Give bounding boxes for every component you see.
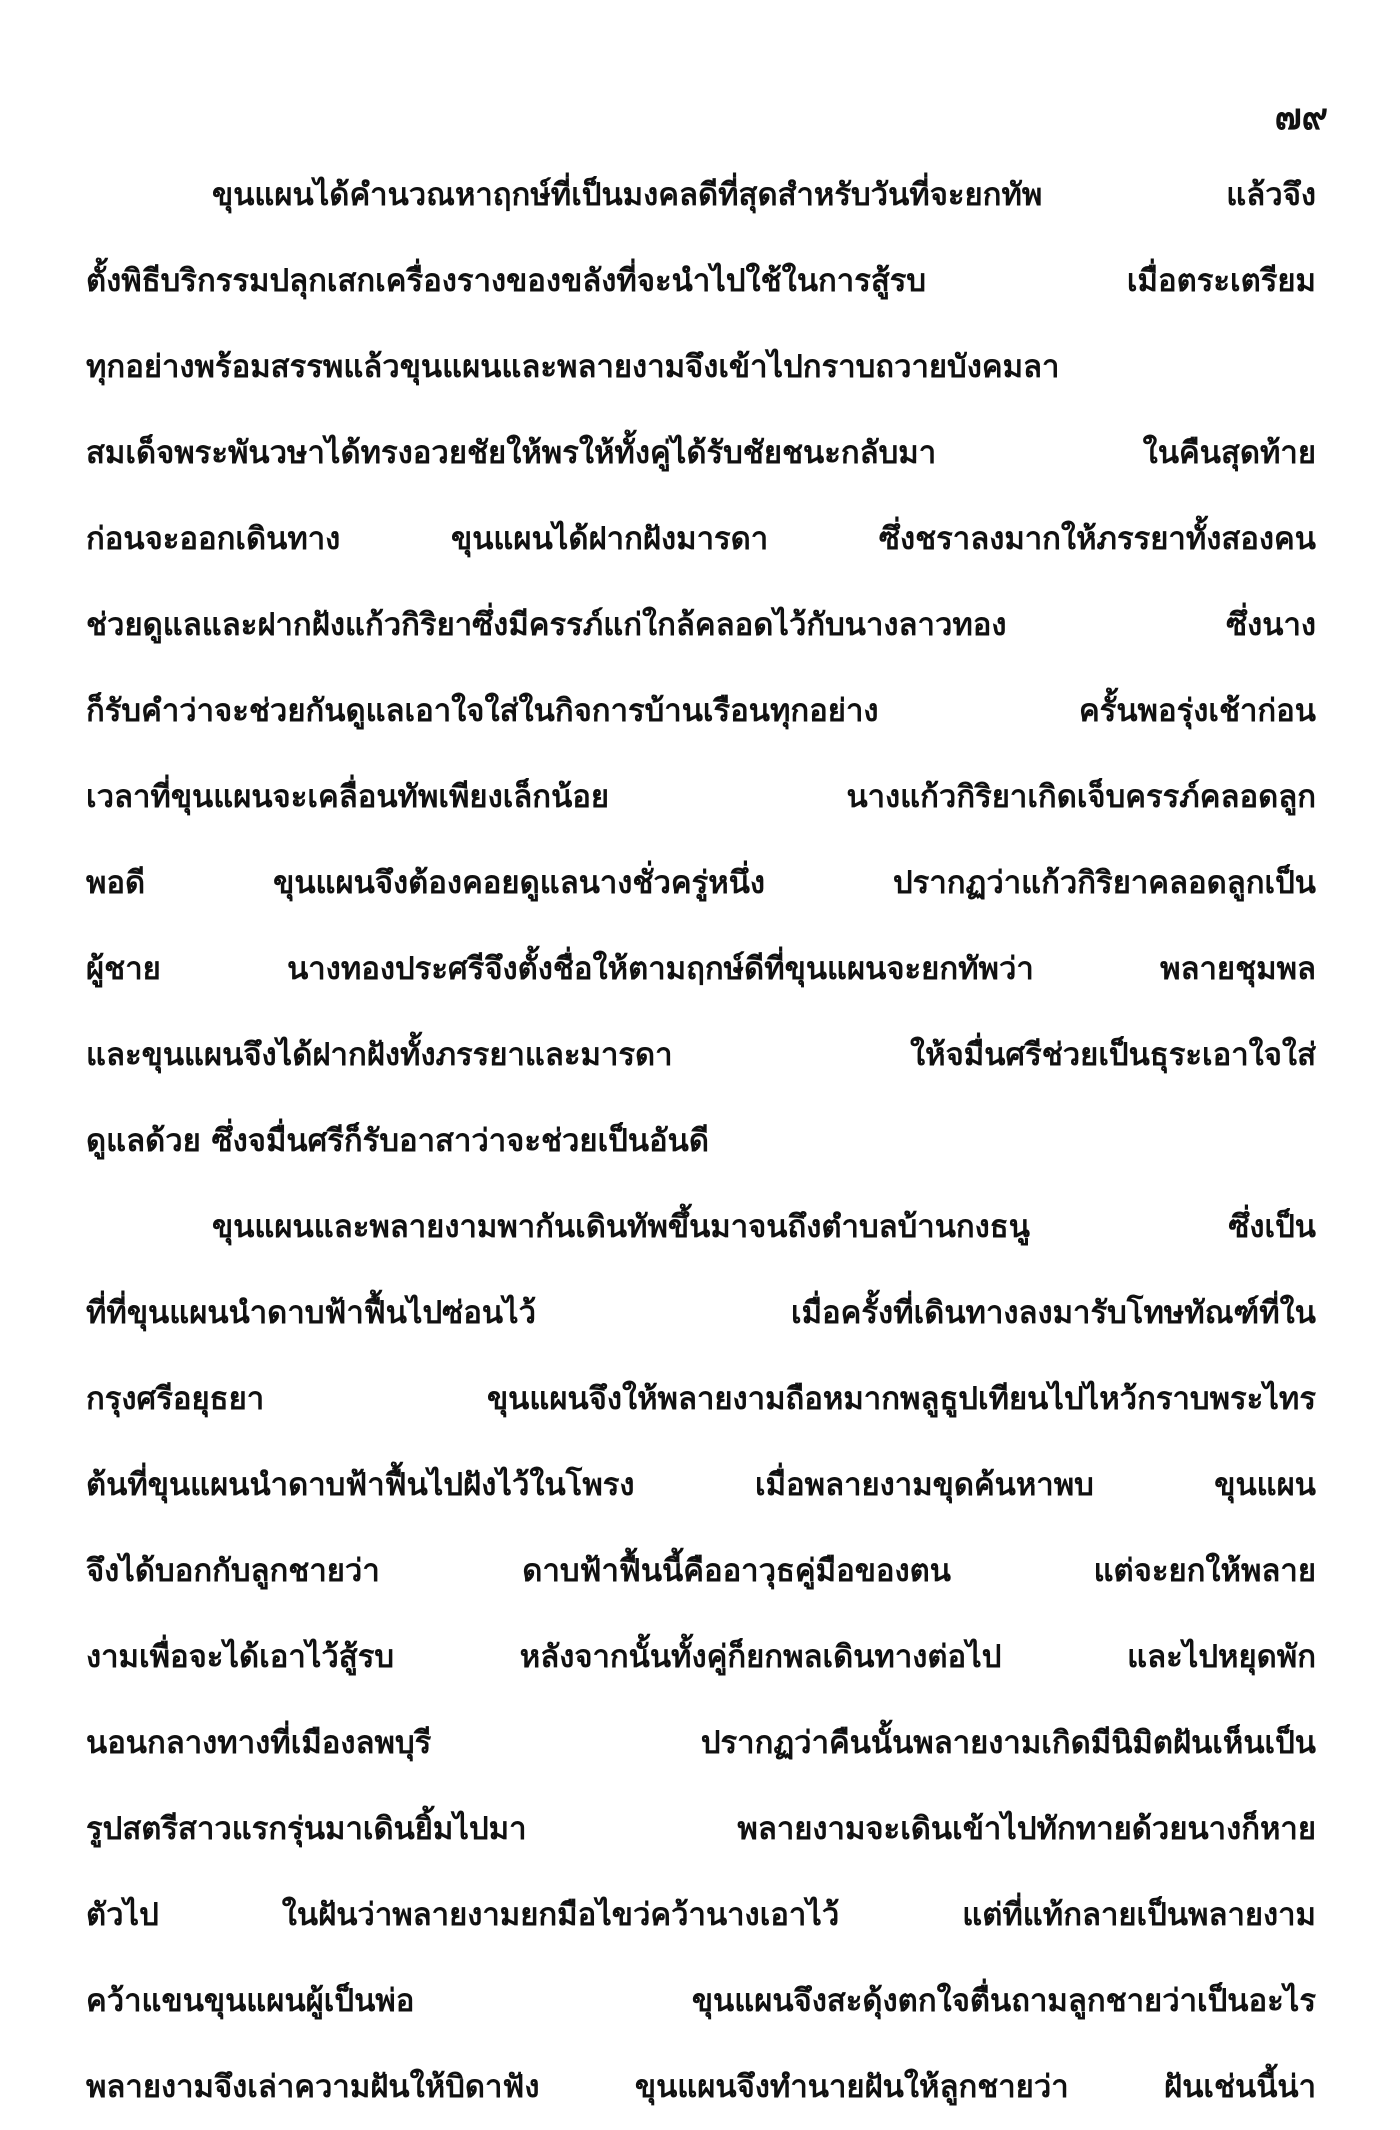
- text-line: ดูแลด้วย ซึ่งจมื่นศรีก็รับอาสาว่าจะช่วยเป็นอันดี: [86, 1123, 709, 1159]
- text-line: นอนกลางทางที่เมืองลพบุรี ปรากฏว่าคืนนั้นพลายงามเกิดมีนิมิตฝันเห็นเป็น: [86, 1725, 1316, 1761]
- text-line: คว้าแขนขุนแผนผู้เป็นพ่อ ขุนแผนจึงสะดุ้งตกใจตื่นถามลูกชายว่าเป็นอะไร: [86, 1983, 1316, 2019]
- paragraph-2: [86, 1184, 1316, 2130]
- text-line: กรุงศรีอยุธยา ขุนแผนจึงให้พลายงามถือหมากพลูธูปเทียนไปไหว้กราบพระไทร: [86, 1381, 1316, 1417]
- text-line: ที่ที่ขุนแผนนำดาบฟ้าฟื้นไปซ่อนไว้ เมื่อครั้งที่เดินทางลงมารับโทษทัณฑ์ที่ใน: [86, 1295, 1316, 1331]
- text-line: ทุกอย่างพร้อมสรรพแล้วขุนแผนและพลายงามจึงเข้าไปกราบถวายบังคมลา: [86, 349, 1060, 385]
- text-line: ช่วยดูแลและฝากฝังแก้วกิริยาซึ่งมีครรภ์แก่ใกล้คลอดไว้กับนางลาวทอง ซึ่งนาง: [86, 607, 1316, 643]
- text-line: ผู้ชาย นางทองประศรีจึงตั้งชื่อให้ตามฤกษ์ดีที่ขุนแผนจะยกทัพว่า พลายชุมพล: [86, 951, 1316, 987]
- text-line: ก็รับคำว่าจะช่วยกันดูแลเอาใจใส่ในกิจการบ้านเรือนทุกอย่าง ครั้นพอรุ่งเช้าก่อน: [86, 693, 1316, 729]
- text-line: ขุนแผนและพลายงามพากันเดินทัพขึ้นมาจนถึงตำบลบ้านกงธนู ซึ่งเป็น: [212, 1209, 1316, 1245]
- text-line: รูปสตรีสาวแรกรุ่นมาเดินยิ้มไปมา พลายงามจะเดินเข้าไปทักทายด้วยนางก็หาย: [86, 1811, 1316, 1847]
- text-line: และขุนแผนจึงได้ฝากฝังทั้งภรรยาและมารดา ให้จมื่นศรีช่วยเป็นธุระเอาใจใส่: [86, 1037, 1316, 1073]
- page-number: ๗๙: [1274, 97, 1328, 138]
- text-line: ตัวไป ในฝันว่าพลายงามยกมือไขว่คว้านางเอาไว้ แต่ที่แท้กลายเป็นพลายงาม: [86, 1897, 1316, 1933]
- text-line: เวลาที่ขุนแผนจะเคลื่อนทัพเพียงเล็กน้อย นางแก้วกิริยาเกิดเจ็บครรภ์คลอดลูก: [86, 779, 1316, 815]
- body-text: [86, 152, 1316, 2130]
- text-line: ตั้งพิธีบริกรรมปลุกเสกเครื่องรางของขลังที่จะนำไปใช้ในการสู้รบ เมื่อตระเตรียม: [86, 263, 1316, 299]
- text-line: ขุนแผนได้คำนวณหาฤกษ์ที่เป็นมงคลดีที่สุดสำหรับวันที่จะยกทัพ แล้วจึง: [212, 177, 1316, 213]
- text-line: สมเด็จพระพันวษาได้ทรงอวยชัยให้พรให้ทั้งคู่ได้รับชัยชนะกลับมา ในคืนสุดท้าย: [86, 435, 1316, 471]
- paragraph-1: [86, 152, 1316, 1184]
- text-line: งามเพื่อจะได้เอาไว้สู้รบ หลังจากนั้นทั้งคู่ก็ยกพลเดินทางต่อไป และไปหยุดพัก: [86, 1639, 1316, 1675]
- text-line: จึงได้บอกกับลูกชายว่า ดาบฟ้าฟื้นนี้คืออาวุธคู่มือของตน แต่จะยกให้พลาย: [86, 1553, 1316, 1589]
- text-line: ต้นที่ขุนแผนนำดาบฟ้าฟื้นไปฝังไว้ในโพรง เมื่อพลายงามขุดค้นหาพบ ขุนแผน: [86, 1467, 1316, 1503]
- text-line: พอดี ขุนแผนจึงต้องคอยดูแลนางชั่วครู่หนึ่ง ปรากฏว่าแก้วกิริยาคลอดลูกเป็น: [86, 865, 1316, 901]
- text-line: พลายงามจึงเล่าความฝันให้บิดาฟัง ขุนแผนจึงทำนายฝันให้ลูกชายว่า ฝันเช่นนี้น่า: [86, 2069, 1316, 2105]
- text-line: ก่อนจะออกเดินทาง ขุนแผนได้ฝากฝังมารดา ซึ่งชราลงมากให้ภรรยาทั้งสองคน: [86, 521, 1316, 557]
